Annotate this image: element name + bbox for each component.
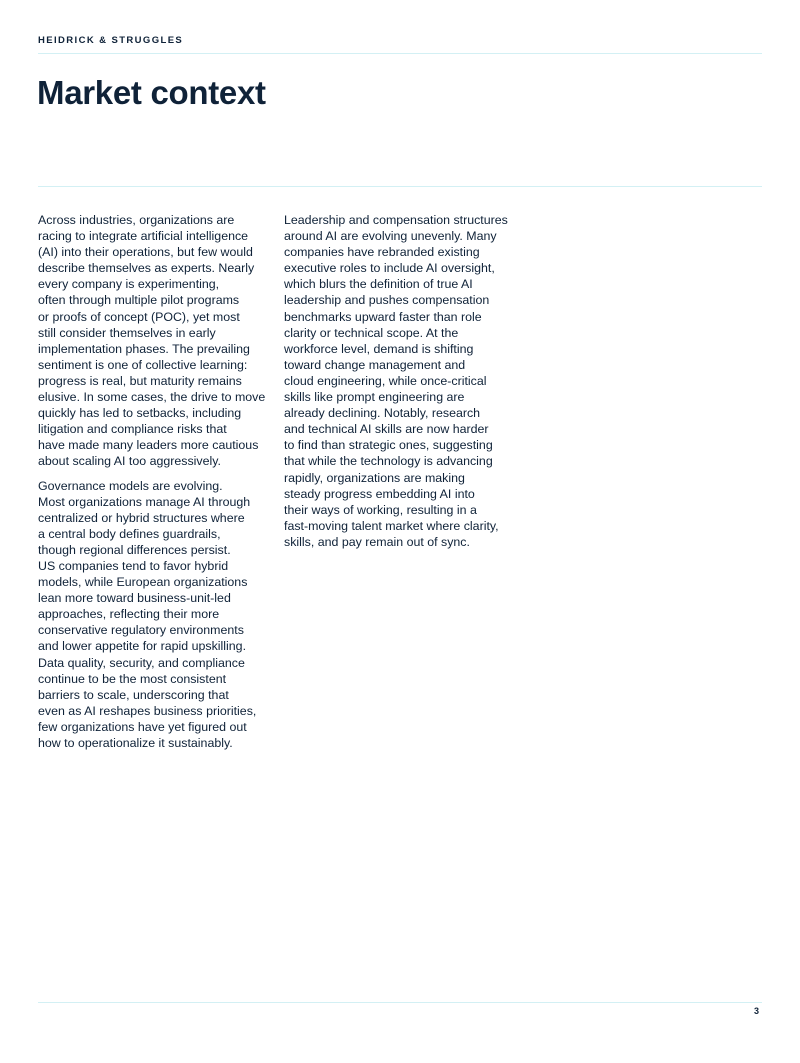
text-column-left bbox=[38, 212, 276, 759]
page-number: 3 bbox=[754, 1006, 760, 1016]
title-divider bbox=[38, 186, 762, 187]
page-title: Market context bbox=[37, 74, 266, 111]
paragraph: Across industries, organizations are racing to integrate artificial intelligence (AI) into their operations, but few would describe themselves as experts. Nearly every company is experimenting, often through multiple pilot programs or proofs of concept (POC), yet most still consider themselves in early implementation phases. The prevailing sentiment is one of collective learning: progress is real, but maturity remains elusive. In some cases, the drive to move quickly has led to setbacks, including litigation and compliance risks that have made many leaders more cautious about scaling AI too aggressively. bbox=[38, 213, 266, 469]
text-column-right bbox=[284, 212, 522, 558]
top-divider bbox=[38, 53, 762, 54]
paragraph: Governance models are evolving. Most organizations manage AI through centralized or hybrid structures where a central body defines guardrails, though regional differences persist. US companies tend to favor hybrid models, while European organizations lean more toward business-unit-led approaches, reflecting their more conservative regulatory environments and lower appetite for rapid upskilling. Data quality, security, and compliance continue to be the most consistent barriers to scale, underscoring that even as AI reshapes business priorities, few organizations have yet figured out how to operationalize it sustainably. bbox=[38, 478, 257, 750]
footer-divider bbox=[38, 1002, 762, 1003]
paragraph: Leadership and compensation structures around AI are evolving unevenly. Many companies have rebranded existing executive roles to include AI oversight, which blurs the definition of true AI leadership and pushes compensation benchmarks upward faster than role clarity or technical scope. At the workforce level, demand is shifting toward change management and cloud engineering, while once-critical skills like prompt engineering are already declining. Notably, research and technical AI skills are now harder to find than strategic ones, suggesting that while the technology is advancing rapidly, organizations are making steady progress embedding AI into their ways of working, resulting in a fast-moving talent market where clarity, skills, and pay remain out of sync. bbox=[284, 213, 508, 549]
brand-header: HEIDRICK & STRUGGLES bbox=[38, 35, 184, 46]
